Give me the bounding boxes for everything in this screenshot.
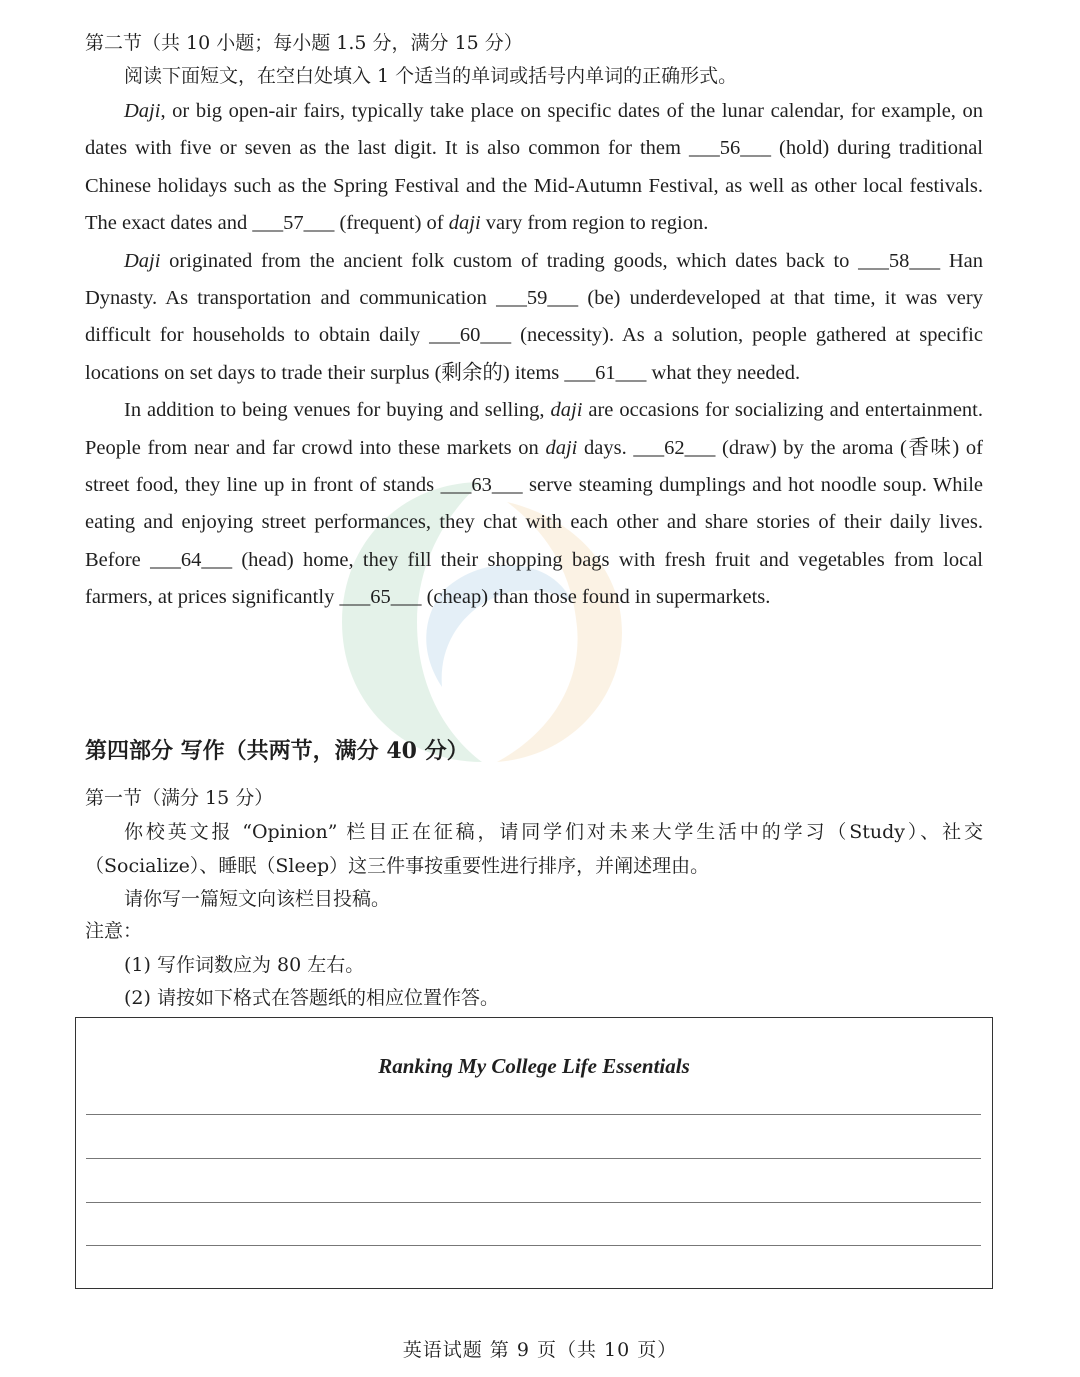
- passage-text: Han Dynasty. As transportation and communication: [85, 249, 984, 310]
- section2-instruction: 阅读下面短文，在空白处填入 1 个适当的单词或括号内单词的正确形式。: [124, 65, 738, 87]
- passage-text: (necessity). As a solution, people gathered at specific locations on set days to trade their surplus (剩余的) items: [85, 324, 983, 384]
- writing-task-request: 请你写一篇短文向该栏目投稿。: [124, 888, 391, 910]
- writing-section1-heading: 第一节（满分 15 分）: [85, 787, 274, 809]
- passage-text: days.: [577, 436, 634, 459]
- writing-task-prompt: 你校英文报 “Opinion” 栏目正在征稿，请同学们对未来大学生活中的学习（Study）、社交（Socialize）、睡眠（Sleep）这三件事按重要性进行排序，并阐述理由。: [85, 821, 983, 877]
- blank-62: ___62___: [633, 436, 716, 459]
- term-daji: daji: [545, 436, 578, 459]
- note-item-2: (2) 请按如下格式在答题纸的相应位置作答。: [124, 987, 499, 1009]
- answer-box: [75, 1017, 993, 1289]
- part4-heading: 第四部分 写作（共两节，满分 40 分）: [85, 738, 469, 764]
- writing-line: [86, 1114, 981, 1115]
- blank-61: ___61___: [564, 361, 647, 384]
- term-daji: Daji: [124, 100, 161, 122]
- blank-56: ___56___: [689, 137, 771, 160]
- passage-text: , or big open-air fairs, typically take place on specific dates of the lunar calendar, for example, on dates with five or seven as the last digit. It is also common for them: [85, 100, 983, 160]
- passage-text: (hold) during traditional Chinese holidays such as the Spring Festival and the Mid-Autumn Festival, as well as other local festivals. The exact dates and: [85, 137, 984, 235]
- blank-63: ___63___: [440, 474, 523, 497]
- passage-text: (be) underdeveloped at that time, it was very difficult for households to obtain daily: [85, 287, 983, 347]
- blank-65: ___65___: [339, 586, 422, 609]
- passage-text: (draw) by the aroma (香味) of street food, they line up in front of stands: [85, 436, 983, 497]
- cloze-passage: [85, 93, 983, 617]
- note-item-1: (1) 写作词数应为 80 左右。: [124, 954, 365, 976]
- passage-text: are occasions for socializing and entertainment. People from near and far crowd into these markets on: [85, 399, 984, 459]
- passage-text: (head) home, they fill their shopping bags with fresh fruit and vegetables from local farmers, at prices significantly: [85, 548, 983, 609]
- blank-58: ___58___: [858, 249, 941, 272]
- writing-line: [86, 1158, 981, 1159]
- blank-64: ___64___: [150, 548, 233, 571]
- passage-text: (cheap) than those found in supermarkets.: [421, 586, 771, 609]
- term-daji: daji: [550, 399, 583, 422]
- notes-label: 注意：: [85, 920, 143, 942]
- writing-task: [85, 816, 983, 917]
- passage-paragraph-2: [85, 243, 983, 393]
- blank-57: ___57___: [252, 212, 335, 235]
- passage-text: what they needed.: [646, 361, 801, 384]
- page-footer: 英语试题 第 9 页（共 10 页）: [402, 1339, 678, 1361]
- passage-text: (frequent) of: [334, 212, 449, 235]
- blank-60: ___60___: [429, 324, 512, 347]
- passage-text: In addition to being venues for buying and selling,: [124, 399, 551, 422]
- passage-paragraph-3: [85, 392, 983, 616]
- answer-box-title: Ranking My College Life Essentials: [378, 1054, 690, 1078]
- passage-text: vary from region to region.: [480, 212, 709, 235]
- writing-line: [86, 1245, 981, 1246]
- writing-line: [86, 1202, 981, 1203]
- term-daji: Daji: [124, 249, 161, 272]
- passage-paragraph-1: [85, 93, 983, 243]
- passage-text: originated from the ancient folk custom of trading goods, which dates back to: [160, 249, 859, 272]
- term-daji: daji: [448, 212, 481, 235]
- passage-text: serve steaming dumplings and hot noodle soup. While eating and enjoying street performances, they chat with each other and share stories of their daily lives. Before: [85, 474, 983, 571]
- blank-59: ___59___: [496, 287, 579, 310]
- section2-heading: 第二节（共 10 小题；每小题 1.5 分，满分 15 分）: [85, 32, 523, 54]
